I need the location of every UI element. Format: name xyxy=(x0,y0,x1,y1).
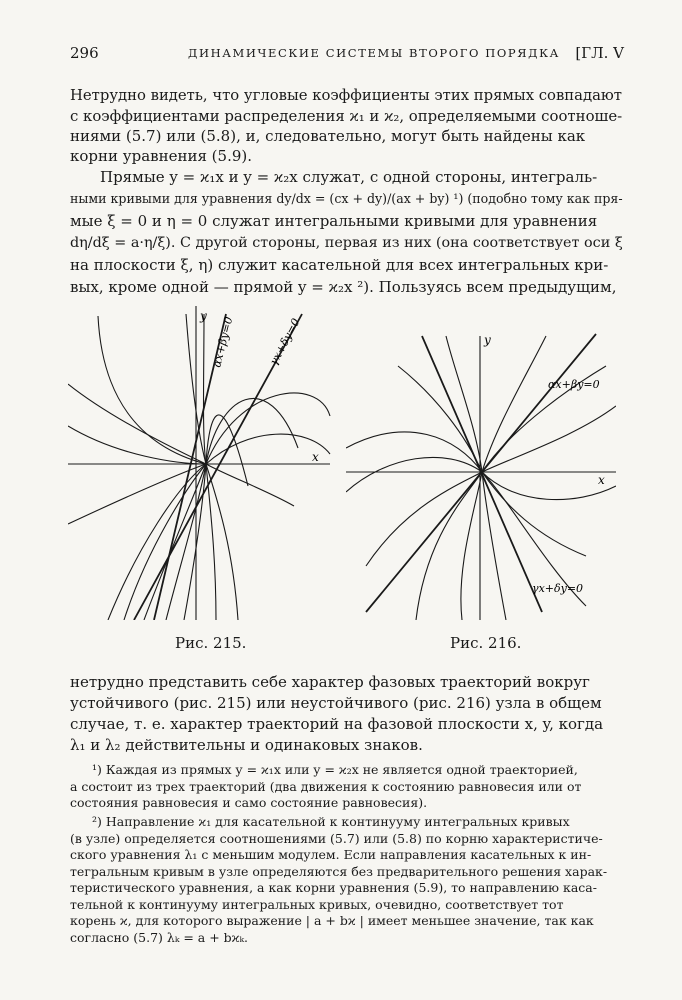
text-line: устойчивого (рис. 215) или неустойчивого (рис. 216) узла в общем xyxy=(70,694,602,712)
text-line: мые ξ = 0 и η = 0 служат интегральными кривыми для уравнения xyxy=(70,212,598,230)
paragraph-1 xyxy=(70,86,626,166)
text-line: ниями (5.7) или (5.8), и, следовательно, могут быть найдены как xyxy=(70,127,586,145)
text-line: ными кривыми для уравнения dy/dx = (cx + dy)/(ax + by) ¹) (подобно тому как пря- xyxy=(70,191,623,206)
figure-215-diagram xyxy=(68,306,338,620)
footnote-line: тельной к континууму интегральных кривых, очевидно, соответствует тот xyxy=(70,896,564,912)
chapter-label: [ГЛ. V xyxy=(575,44,624,62)
trajectories xyxy=(68,314,330,620)
footnote-2 xyxy=(70,814,626,946)
text-line: с коэффициентами распределения ϰ₁ и ϰ₂, определяемыми соотноше- xyxy=(70,107,623,125)
figure-216-caption: Рис. 216. xyxy=(450,634,522,652)
x-axis-label: x xyxy=(312,450,319,464)
text-line: случае, т. е. характер траекторий на фазовой плоскости x, y, когда xyxy=(70,715,604,733)
page-header xyxy=(70,44,624,68)
text-line: dη/dξ = a·η/ξ). С другой стороны, первая из них (она соответствует оси ξ xyxy=(70,235,623,251)
footnote-line: (в узле) определяется соотношениями (5.7) или (5.8) по корню характеристиче- xyxy=(70,830,603,846)
figure-216 xyxy=(346,306,616,620)
footnote-line: тегральным кривым в узле определяются без предварительного решения харак- xyxy=(70,863,608,879)
text-line: Нетрудно видеть, что угловые коэффициенты этих прямых совпадают xyxy=(70,87,622,104)
footnote-line: корень ϰ, для которого выражение | a + bϰ | имеет меньшее значение, так как xyxy=(70,913,594,928)
paragraph-2 xyxy=(70,166,626,298)
line-alpha-beta-label: αx+βy=0 xyxy=(210,315,236,369)
footnote-line: состояния равновесия и само состояние равновесия). xyxy=(70,795,428,810)
footnote-line: ²) Направление ϰ₁ для касательной к континууму интегральных кривых xyxy=(92,814,570,829)
text-line: вых, кроме одной — прямой y = ϰ₂x ²). Пользуясь всем предыдущим, xyxy=(70,278,617,296)
figure-216-diagram xyxy=(346,306,616,620)
line-alpha-beta-label: αx+βy=0 xyxy=(548,378,600,391)
figure-215-caption: Рис. 215. xyxy=(175,634,247,652)
page-number: 296 xyxy=(70,44,99,62)
text-line: на плоскости ξ, η) служит касательной для всех интегральных кри- xyxy=(70,256,609,274)
figure-215 xyxy=(68,306,338,620)
running-title: ДИНАМИЧЕСКИЕ СИСТЕМЫ ВТОРОГО ПОРЯДКА xyxy=(188,46,560,60)
line-gamma-delta-label: γx+δy=0 xyxy=(532,582,584,595)
y-axis-label: y xyxy=(484,333,491,347)
text-line: Прямые y = ϰ₁x и y = ϰ₂x служат, с одной стороны, интеграль- xyxy=(100,168,598,186)
text-line: нетрудно представить себе характер фазовых траекторий вокруг xyxy=(70,673,590,691)
text-line: корни уравнения (5.9). xyxy=(70,147,253,165)
footnote-line: а состоит из трех траекторий (два движения к состоянию равновесия или от xyxy=(70,778,582,794)
line-gamma-delta-label: γx+δy=0 xyxy=(267,316,303,368)
footnote-1 xyxy=(70,762,626,812)
footnote-line: ского уравнения λ₁ с меньшим модулем. Если направления касательных к ин- xyxy=(70,847,592,862)
footnote-line: ¹) Каждая из прямых y = ϰ₁x или y = ϰ₂x не является одной траекторией, xyxy=(92,762,578,777)
footnote-line: теристического уравнения, а как корни уравнения (5.9), то направлению каса- xyxy=(70,880,597,895)
text-line: λ₁ и λ₂ действительны и одинаковых знаков. xyxy=(70,736,423,754)
y-axis-label: y xyxy=(200,309,207,323)
x-axis-label: x xyxy=(598,473,605,487)
paragraph-3 xyxy=(70,672,626,756)
footnote-line: согласно (5.7) λₖ = a + bϰₖ. xyxy=(70,929,249,945)
